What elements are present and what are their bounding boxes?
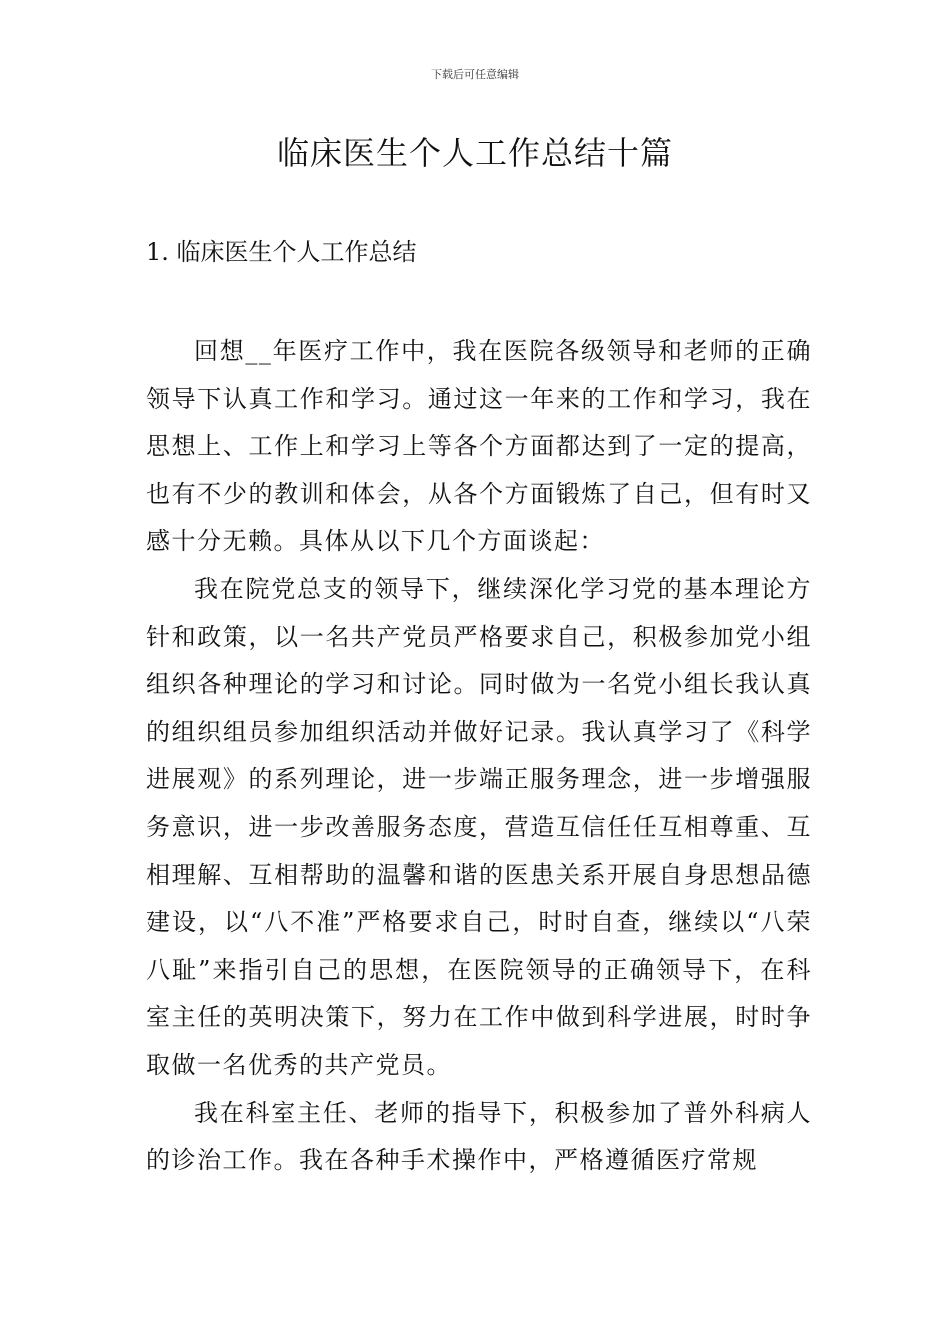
paragraph: 我在院党总支的领导下，继续深化学习党的基本理论方针和政策，以一名共产党员严格要求自己，积极参加党小组组织各种理论的学习和讨论。同时做为一名党小组长我认真的组织组员参加组织活动并做好记录。我认真学习了《科学进展观》的系列理论，进一步端正服务理念，进一步增强服务意识，进一步改善服务态度，营造互信任任互相尊重、互相理解、互相帮助的温馨和谐的医患关系开展自身思想品德建设，以“八不准”严格要求自己，时时自查，继续以“八荣八耻”来指引自己的思想，在医院领导的正确领导下，在科室主任的英明决策下，努力在工作中做到科学进展，时时争取做一名优秀的共产党员。 [146, 574, 812, 1079]
paragraph: 我在科室主任、老师的指导下，积极参加了普外科病人的诊治工作。我在各种手术操作中，严格遵循医疗常规 [146, 1098, 812, 1175]
header-note: 下载后可任意编辑 [431, 68, 519, 81]
paragraph: 回想__年医疗工作中，我在医院各级领导和老师的正确领导下认真工作和学习。通过这一年来的工作和学习，我在思想上、工作上和学习上等各个方面都达到了一定的提高，也有不少的教训和体会，从各个方面锻炼了自己，但有时又感十分无赖。具体从以下几个方面谈起： [146, 337, 812, 556]
document-body [146, 328, 812, 1185]
document-title: 临床医生个人工作总结十篇 [276, 134, 673, 172]
section-heading: 1. 临床医生个人工作总结 [146, 238, 417, 266]
